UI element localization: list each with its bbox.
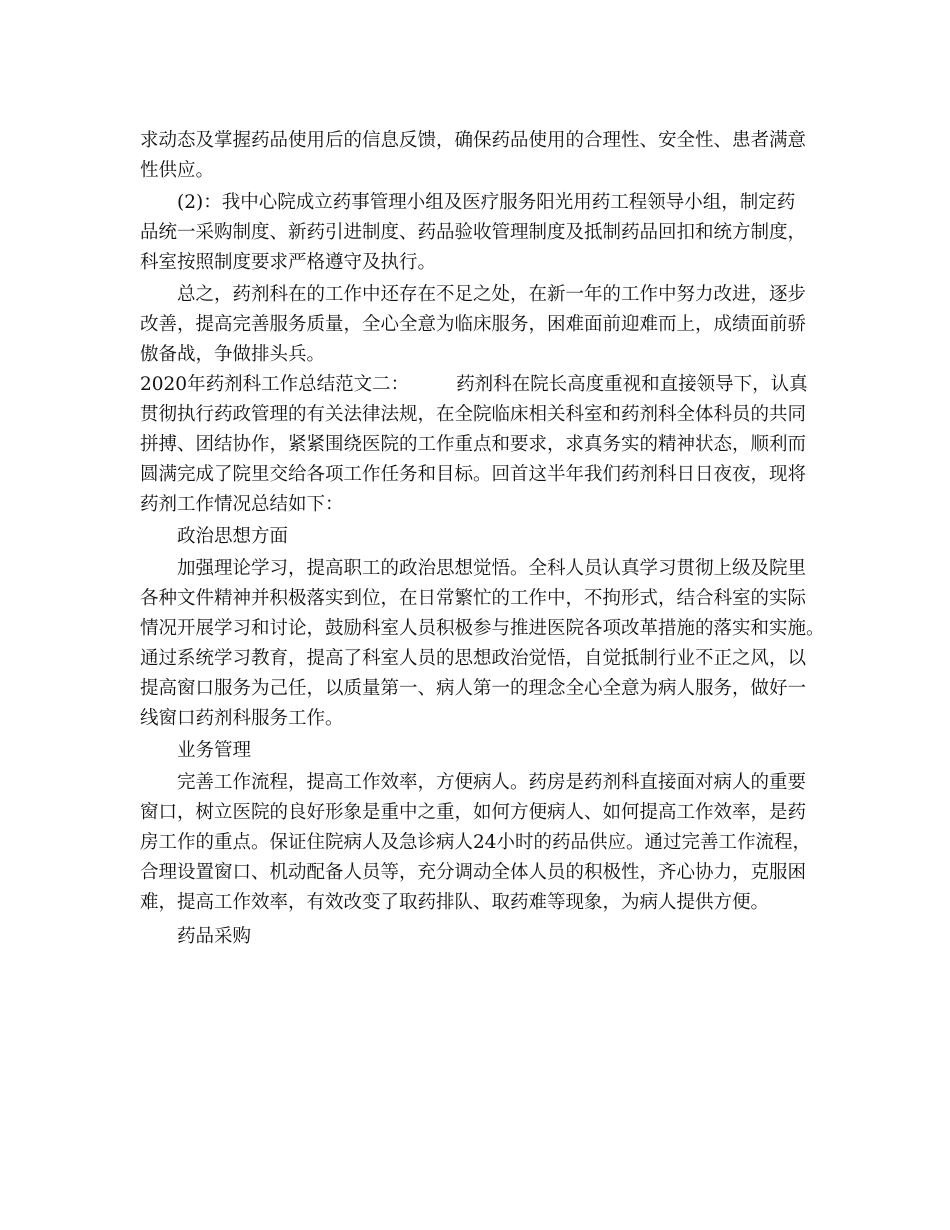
paragraph-sample-two <box>140 370 820 520</box>
text-line: 品统一采购制度、新药引进制度、药品验收管理制度及抵制药品回扣和统方制度， <box>140 222 807 243</box>
text-line: 合理设置窗口、机动配备人员等，充分调动全体人员的积极性，齐心协力，克服困 <box>140 862 807 883</box>
text-line: 改善，提高完善服务质量，全心全意为临床服务，困难面前迎难而上，成绩面前骄 <box>140 314 807 335</box>
text-line: 房工作的重点。保证住院病人及急诊病人24小时的药品供应。通过完善工作流程， <box>140 832 812 853</box>
section-heading-text: 业务管理 <box>177 740 252 761</box>
text-line: (2)：我中心院成立药事管理小组及医疗服务阳光用药工程领导小组，制定药 <box>177 192 796 213</box>
text-line: 提高窗口服务为己任，以质量第一、病人第一的理念全心全意为病人服务，做好一 <box>140 678 807 699</box>
paragraph-politics <box>140 554 825 734</box>
text-line: 窗口，树立医院的良好形象是重中之重，如何方便病人、如何提高工作效率，是药 <box>140 802 807 823</box>
paragraph-item-2 <box>140 188 820 278</box>
paragraph-summary <box>140 280 820 370</box>
text-line: 求动态及掌握药品使用后的信息反馈，确保药品使用的合理性、安全性、患者满意 <box>140 130 807 151</box>
section-heading-text: 政治思想方面 <box>177 526 289 547</box>
text-line: 科室按照制度要求严格遵守及执行。 <box>140 252 437 273</box>
text-line: 性供应。 <box>140 160 215 181</box>
text-line: 贯彻执行药政管理的有关法律法规，在全院临床相关科室和药剂科全体科员的共同 <box>140 404 807 425</box>
section-heading-business <box>140 736 820 766</box>
section-heading-politics <box>140 522 820 552</box>
text-line: 圆满完成了院里交给各项工作任务和目标。回首这半年我们药剂科日日夜夜，现将 <box>140 464 807 485</box>
text-line: 线窗口药剂科服务工作。 <box>140 708 344 729</box>
text-line: 药剂工作情况总结如下： <box>140 494 344 515</box>
text-line: 情况开展学习和讨论，鼓励科室人员积极参与推进医院各项改革措施的落实和实施。 <box>140 618 825 639</box>
text-line: 拼搏、团结协作，紧紧围绕医院的工作重点和要求，求真务实的精神状态，顺利而 <box>140 434 807 455</box>
paragraph-continuation <box>140 126 820 186</box>
text-line: 加强理论学习，提高职工的政治思想觉悟。全科人员认真学习贯彻上级及院里 <box>177 558 807 579</box>
document-body <box>140 126 825 952</box>
text-line: 难，提高工作效率，有效改变了取药排队、取药难等现象，为病人提供方便。 <box>140 892 770 913</box>
text-line: 完善工作流程，提高工作效率，方便病人。药房是药剂科直接面对病人的重要 <box>177 772 807 793</box>
section-heading-procurement <box>140 922 820 952</box>
text-line: 各种文件精神并积极落实到位，在日常繁忙的工作中，不拘形式，结合科室的实际 <box>140 588 807 609</box>
section-heading-text: 药品采购 <box>177 926 252 947</box>
paragraph-business <box>140 768 820 918</box>
text-line: 总之，药剂科在的工作中还存在不足之处，在新一年的工作中努力改进，逐步 <box>177 284 807 305</box>
text-line: 2020年药剂科工作总结范文二： 药剂科在院长高度重视和直接领导下，认真 <box>140 374 808 395</box>
text-line: 通过系统学习教育，提高了科室人员的思想政治觉悟，自觉抵制行业不正之风，以 <box>140 648 807 669</box>
text-line: 傲备战，争做排头兵。 <box>140 344 326 365</box>
